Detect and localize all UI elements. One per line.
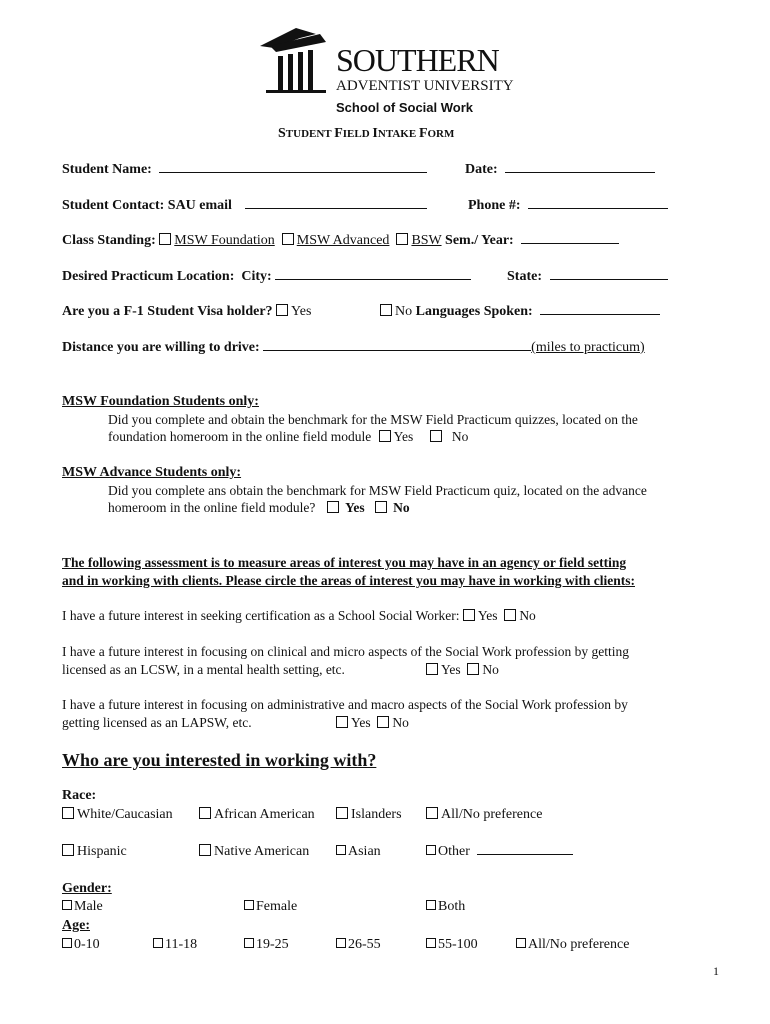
gender-female-label: Female (256, 899, 298, 914)
age-55-100-label: 55-100 (438, 937, 478, 952)
gender-both-label: Both (438, 899, 466, 914)
msw-advance-yes-checkbox[interactable] (327, 501, 339, 513)
age-26-55-checkbox[interactable] (336, 938, 346, 948)
miles-label: (miles to practicum) (531, 340, 645, 355)
gender-male-label: Male (74, 899, 103, 914)
msw-foundation-no-checkbox[interactable] (430, 430, 442, 442)
sem-year-label: Sem./ Year: (445, 233, 514, 248)
phone-label: Phone #: (468, 198, 521, 213)
msw-foundation-no-label: No (451, 429, 469, 444)
race-other-label: Other (438, 844, 470, 859)
q2-yes-checkbox[interactable] (426, 663, 438, 675)
f1-visa-question: Are you a F-1 Student Visa holder? (62, 304, 273, 319)
msw-advance-yes-label: Yes (345, 500, 365, 515)
age-11-18-checkbox[interactable] (153, 938, 163, 948)
distance-field[interactable] (263, 349, 531, 351)
phone-field[interactable] (528, 207, 668, 209)
race-all-checkbox[interactable] (426, 807, 438, 819)
desired-location-label: Desired Practicum Location: (62, 269, 235, 284)
race-white-label: White/Caucasian (77, 807, 173, 822)
f1-no-checkbox[interactable] (380, 304, 392, 316)
student-name-label: Student Name: (62, 162, 152, 177)
assessment-q3-line2: getting licensed as an LAPSW, etc. (62, 715, 252, 730)
msw-advance-line1: Did you complete ans obtain the benchmark for MSW Field Practicum quiz, located on the advance (108, 483, 647, 498)
race-native-american-label: Native American (214, 844, 310, 859)
race-other-checkbox[interactable] (426, 845, 436, 855)
race-african-american-label: African American (214, 807, 315, 822)
msw-foundation-line2: foundation homeroom in the online field module (108, 429, 372, 444)
race-hispanic-checkbox[interactable] (62, 844, 74, 856)
age-all-checkbox[interactable] (516, 938, 526, 948)
race-white-checkbox[interactable] (62, 807, 74, 819)
columns-logo-icon (256, 24, 332, 96)
q3-yes-checkbox[interactable] (336, 716, 348, 728)
assessment-q3-line1: I have a future interest in focusing on administrative and macro aspects of the Social Work profession by (62, 697, 628, 712)
race-islanders-label: Islanders (351, 807, 402, 822)
student-contact-label: Student Contact: SAU email (62, 198, 232, 213)
msw-advance-heading: MSW Advance Students only: (62, 465, 242, 480)
assessment-heading-line1: The following assessment is to measure areas of interest you may have in an agency or field setting (62, 555, 627, 570)
assessment-q1: I have a future interest in seeking certification as a School Social Worker: (62, 608, 460, 623)
university-subname: ADVENTIST UNIVERSITY (336, 78, 514, 94)
q1-no-label: No (519, 608, 536, 623)
q2-no-label: No (482, 662, 499, 677)
msw-foundation-line1: Did you complete and obtain the benchmark for the MSW Field Practicum quizzes, located on the (108, 412, 638, 427)
q2-yes-label: Yes (441, 662, 461, 677)
age-0-10-label: 0-10 (74, 937, 100, 952)
languages-field[interactable] (540, 313, 660, 315)
q1-yes-label: Yes (477, 608, 498, 623)
sem-year-field[interactable] (521, 242, 619, 244)
age-all-label: All/No preference (528, 937, 630, 952)
q2-no-checkbox[interactable] (467, 663, 479, 675)
race-hispanic-label: Hispanic (77, 844, 127, 859)
city-label: City: (241, 269, 272, 284)
msw-advanced-checkbox[interactable] (282, 233, 294, 245)
city-field[interactable] (275, 278, 471, 280)
assessment-heading-line2: and in working with clients. Please circle the areas of interest you may have in working with clients: (62, 573, 635, 588)
student-name-field[interactable] (159, 171, 427, 173)
msw-advance-no-checkbox[interactable] (375, 501, 387, 513)
gender-female-checkbox[interactable] (244, 900, 254, 910)
f1-no-label: No (395, 304, 413, 319)
interests-heading: Who are you interested in working with? (62, 750, 377, 770)
race-all-label: All/No preference (441, 807, 543, 822)
q1-no-checkbox[interactable] (504, 609, 516, 621)
age-19-25-label: 19-25 (256, 937, 289, 952)
assessment-q2-line1: I have a future interest in focusing on clinical and micro aspects of the Social Work profession by getting (62, 644, 630, 659)
q3-no-label: No (392, 715, 409, 730)
msw-advance-line2: homeroom in the online field module? (108, 500, 316, 515)
q3-yes-label: Yes (351, 715, 371, 730)
race-other-field[interactable] (477, 853, 573, 855)
gender-label: Gender: (62, 881, 112, 896)
university-logo (256, 24, 531, 120)
msw-foundation-label: MSW Foundation (174, 233, 275, 248)
race-african-american-checkbox[interactable] (199, 807, 211, 819)
age-11-18-label: 11-18 (165, 937, 198, 952)
f1-yes-label: Yes (291, 304, 312, 319)
school-name: School of Social Work (336, 100, 474, 115)
race-asian-checkbox[interactable] (336, 845, 346, 855)
race-label: Race: (62, 788, 97, 803)
msw-foundation-heading: MSW Foundation Students only: (62, 394, 259, 409)
msw-foundation-checkbox[interactable] (159, 233, 171, 245)
date-label: Date: (465, 162, 498, 177)
msw-foundation-yes-label: Yes (393, 429, 414, 444)
email-field[interactable] (245, 207, 427, 209)
age-26-55-label: 26-55 (348, 937, 381, 952)
page-number: 1 (713, 964, 719, 978)
state-label: State: (507, 269, 542, 284)
bsw-checkbox[interactable] (396, 233, 408, 245)
f1-yes-checkbox[interactable] (276, 304, 288, 316)
gender-both-checkbox[interactable] (426, 900, 436, 910)
assessment-q2-line2: licensed as an LCSW, in a mental health setting, etc. (62, 662, 345, 677)
age-0-10-checkbox[interactable] (62, 938, 72, 948)
msw-foundation-yes-checkbox[interactable] (379, 430, 391, 442)
age-19-25-checkbox[interactable] (244, 938, 254, 948)
languages-label: Languages Spoken: (415, 304, 533, 319)
q3-no-checkbox[interactable] (377, 716, 389, 728)
race-asian-label: Asian (348, 844, 381, 859)
age-55-100-checkbox[interactable] (426, 938, 436, 948)
university-name: SOUTHERN (336, 42, 499, 78)
age-label: Age: (62, 918, 90, 933)
msw-advanced-label: MSW Advanced (296, 233, 390, 248)
class-standing-label: Class Standing: (62, 233, 156, 248)
race-native-american-checkbox[interactable] (199, 844, 211, 856)
q1-yes-checkbox[interactable] (463, 609, 475, 621)
race-islanders-checkbox[interactable] (336, 807, 348, 819)
form-title: STUDENT FIELD INTAKE FORM (278, 126, 455, 141)
msw-advance-no-label: No (393, 500, 410, 515)
state-field[interactable] (550, 278, 668, 280)
bsw-label: BSW (411, 233, 442, 248)
distance-label: Distance you are willing to drive: (62, 340, 260, 355)
gender-male-checkbox[interactable] (62, 900, 72, 910)
date-field[interactable] (505, 171, 655, 173)
